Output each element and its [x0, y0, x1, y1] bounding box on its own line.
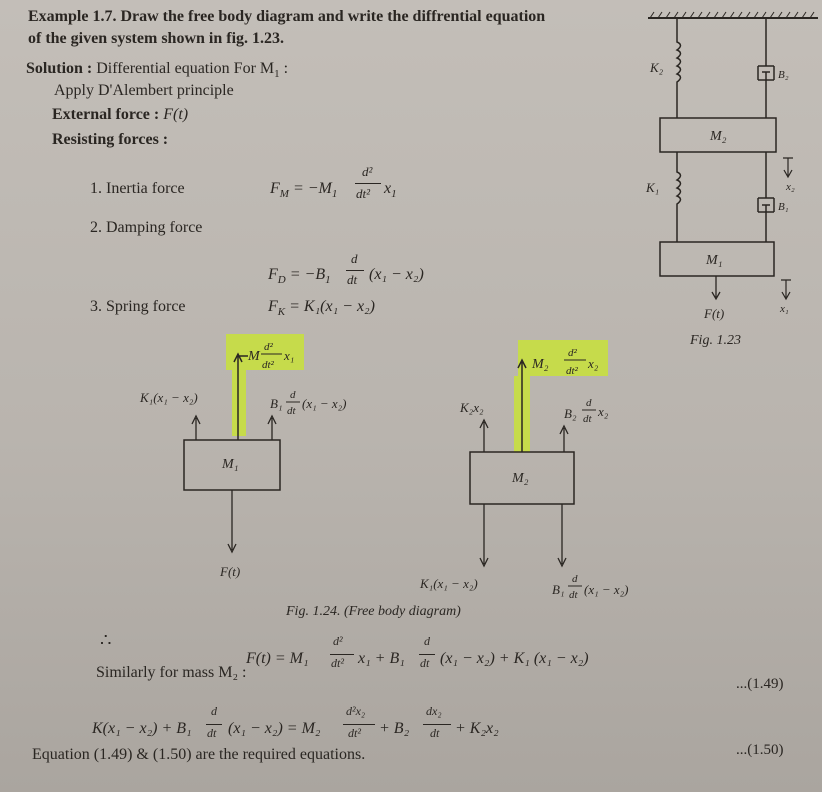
damping-force-rhs: = −B [289, 266, 326, 283]
fbd2-damper-bottom-tail: (x₁ − x₂) [584, 582, 629, 597]
inertia-force-var [384, 180, 397, 200]
inertia-force-label: 1. Inertia force [90, 180, 185, 197]
eq150-num1: d [211, 704, 217, 718]
fbd1-diagram [130, 330, 390, 590]
spring-k2-icon [677, 18, 681, 118]
damping-force-den: dt [347, 272, 358, 287]
force-arrow-icon [712, 276, 720, 299]
fbd1-inertia-var: x₁ [284, 348, 295, 363]
eq150-mid2: + B₂ [379, 720, 410, 737]
fbd1-inertia-label: M [248, 349, 260, 364]
eq149-num1: d² [333, 634, 343, 648]
fbd2-inertia-den: dt² [566, 365, 578, 377]
eq150-mid1: (x₁ − x₂) = M₂ [228, 720, 321, 737]
fig-1-24-caption: Fig. 1.24. (Free body diagram) [286, 604, 461, 619]
external-force-label: External force : [52, 106, 160, 123]
external-force-value: F(t) [163, 106, 189, 123]
inertia-force-rhs-sub: 1 [331, 188, 338, 201]
fbd2-inertia-var: x₂ [588, 356, 599, 371]
fbd2-damper-top-coef: B₂ [564, 406, 577, 421]
eq150-den3: dt [430, 726, 440, 740]
eq149-mid1: x₁ + B₁ [358, 650, 405, 667]
fbd2-spring-top-arrow-icon [480, 420, 488, 452]
damping-force-label: 2. Damping force [90, 219, 203, 236]
fbd1-inertia-arrow-icon [234, 354, 248, 440]
conclusion-text: Equation (1.49) & (1.50) are the required equations. [32, 746, 366, 763]
fbd2-spring-bottom-arrow-icon [480, 504, 488, 566]
fbd2-damper-top-den: dt [583, 413, 592, 425]
spring-force-eq [268, 298, 375, 318]
fbd1-damper-den: dt [287, 405, 296, 417]
damping-force-subscript: D [277, 274, 286, 287]
eq149-fraction-bar-1 [330, 654, 354, 655]
eq150-fraction-bar-2 [343, 724, 375, 725]
mass-m2-label: M₂ [710, 129, 727, 144]
fbd2-spring-top-label: K₂x₂ [460, 400, 484, 415]
fbd2-damper-top-var: x₂ [598, 404, 609, 419]
fbd1-damper-coef: B₁ [270, 396, 283, 411]
example-heading-line2: of the given system shown in fig. 1.23. [28, 30, 285, 47]
fbd1-mass-label: M₁ [222, 457, 239, 472]
fbd1-inertia-den: dt² [262, 359, 274, 371]
eq149-number: ...(1.49) [736, 676, 784, 692]
eq149-lhs: F(t) = M₁ [246, 650, 309, 667]
fbd2-mass-label: M₂ [512, 471, 529, 486]
mass-m1-label: M₁ [706, 253, 723, 268]
inertia-force-rhs: = −M [292, 180, 332, 197]
fbd2-damper-top-num: d [586, 397, 592, 409]
inertia-var-symbol: x [384, 180, 392, 197]
fbd1-spring-arrow-icon [192, 416, 200, 440]
fbd1-spring-label: K₁(x₁ − x₂) [140, 390, 198, 405]
fbd1-force-label: F(t) [220, 564, 241, 579]
eq149-num2: d [424, 634, 430, 648]
fbd2-diagram [410, 336, 670, 606]
damping-fraction-bar [346, 270, 364, 271]
eq150-num2: d²x₂ [346, 704, 366, 718]
fbd2-spring-bottom-label: K₁(x₁ − x₂) [420, 576, 478, 591]
eq150-fraction-bar-3 [423, 724, 451, 725]
inertia-var-subscript: 1 [391, 188, 397, 201]
eq149-den2: dt [420, 656, 430, 670]
eq150-fraction-bar-1 [206, 724, 222, 725]
inertia-force-symbol: F [270, 180, 280, 197]
fbd1-damper-num: d [290, 389, 296, 401]
spring-k2-label: K₂ [650, 60, 664, 75]
damper-b1-icon [758, 152, 774, 242]
damper-b2-icon [758, 18, 774, 118]
therefore-symbol: ∴ [100, 630, 112, 650]
similarly-text: Similarly for mass M₂ : [96, 664, 247, 681]
solution-subscript: 1 [274, 68, 280, 81]
eq149-fraction-bar-2 [419, 654, 435, 655]
fig-1-23-caption: Fig. 1.23 [690, 333, 741, 348]
spring-force-symbol: F [268, 298, 278, 315]
fbd2-inertia-num: d² [568, 347, 577, 359]
example-heading-line1: Example 1.7. Draw the free body diagram and write the diffrential equation [28, 8, 546, 25]
spring-force-label: 3. Spring force [90, 298, 186, 315]
force-label: F(t) [704, 306, 725, 321]
fbd2-inertia-arrow-icon [518, 360, 526, 452]
inertia-fraction-bar [355, 183, 381, 184]
fbd2-damper-bottom-num: d [572, 573, 578, 585]
displacement-x1-label: x₁ [780, 303, 789, 315]
fbd2-inertia-label: M₂ [532, 357, 549, 372]
eq149-den1: dt² [331, 656, 344, 670]
fbd2-damper-bottom-den: dt [569, 589, 578, 601]
principle-text: Apply D'Alembert principle [54, 82, 234, 99]
inertia-force-den: dt² [356, 186, 371, 201]
spring-force-rhs: = K₁(x₁ − x₂) [289, 298, 375, 315]
fbd2-damper-top-arrow-icon [560, 426, 568, 452]
external-force-line [52, 106, 188, 124]
fbd2-damper-bottom-coef: B₁ [552, 582, 565, 597]
eq150-tail: + K₂x₂ [455, 720, 499, 737]
fbd1-force-arrow-icon [228, 490, 236, 552]
fbd1-inertia-num: d² [264, 341, 273, 353]
damping-force-symbol: F [268, 266, 278, 283]
solution-label: Solution : [26, 60, 93, 77]
inertia-force-eq-lhs [270, 180, 337, 200]
fbd1-damper-tail: (x₁ − x₂) [302, 396, 347, 411]
damping-force-rhs-sub: 1 [325, 274, 331, 287]
eq150-den1: dt [207, 726, 217, 740]
solution-line [26, 60, 288, 80]
damper-b1-label: B₁ [778, 201, 789, 213]
eq150-lhs: K(x₁ − x₂) + B₁ [92, 720, 192, 737]
fbd1-damper-arrow-icon [268, 416, 276, 440]
displacement-x2-arrow-icon [783, 158, 793, 177]
damping-force-tail: (x₁ − x₂) [369, 266, 424, 283]
inertia-force-num: d² [362, 164, 373, 179]
displacement-x2-label: x₂ [786, 181, 795, 193]
displacement-x1-arrow-icon [781, 280, 791, 299]
spring-k1-icon [677, 152, 681, 242]
system-diagram [640, 0, 822, 350]
damper-b2-label: B₂ [778, 69, 789, 81]
damping-force-eq-lhs [268, 266, 331, 286]
eq150-number: ...(1.50) [736, 742, 784, 758]
eq149-tail: (x₁ − x₂) + K₁ (x₁ − x₂) [440, 650, 589, 667]
fbd2-damper-bottom-arrow-icon [558, 504, 566, 566]
inertia-force-subscript: M [279, 188, 289, 201]
spring-force-subscript: K [277, 306, 286, 319]
solution-text: Differential equation For M [96, 60, 275, 77]
eq150-den2: dt² [348, 726, 361, 740]
resisting-forces-label: Resisting forces : [52, 131, 169, 148]
eq150-num3: dx₂ [426, 704, 442, 718]
solution-colon: : [283, 60, 289, 77]
spring-k1-label: K₁ [646, 180, 660, 195]
damping-force-num: d [351, 251, 358, 266]
